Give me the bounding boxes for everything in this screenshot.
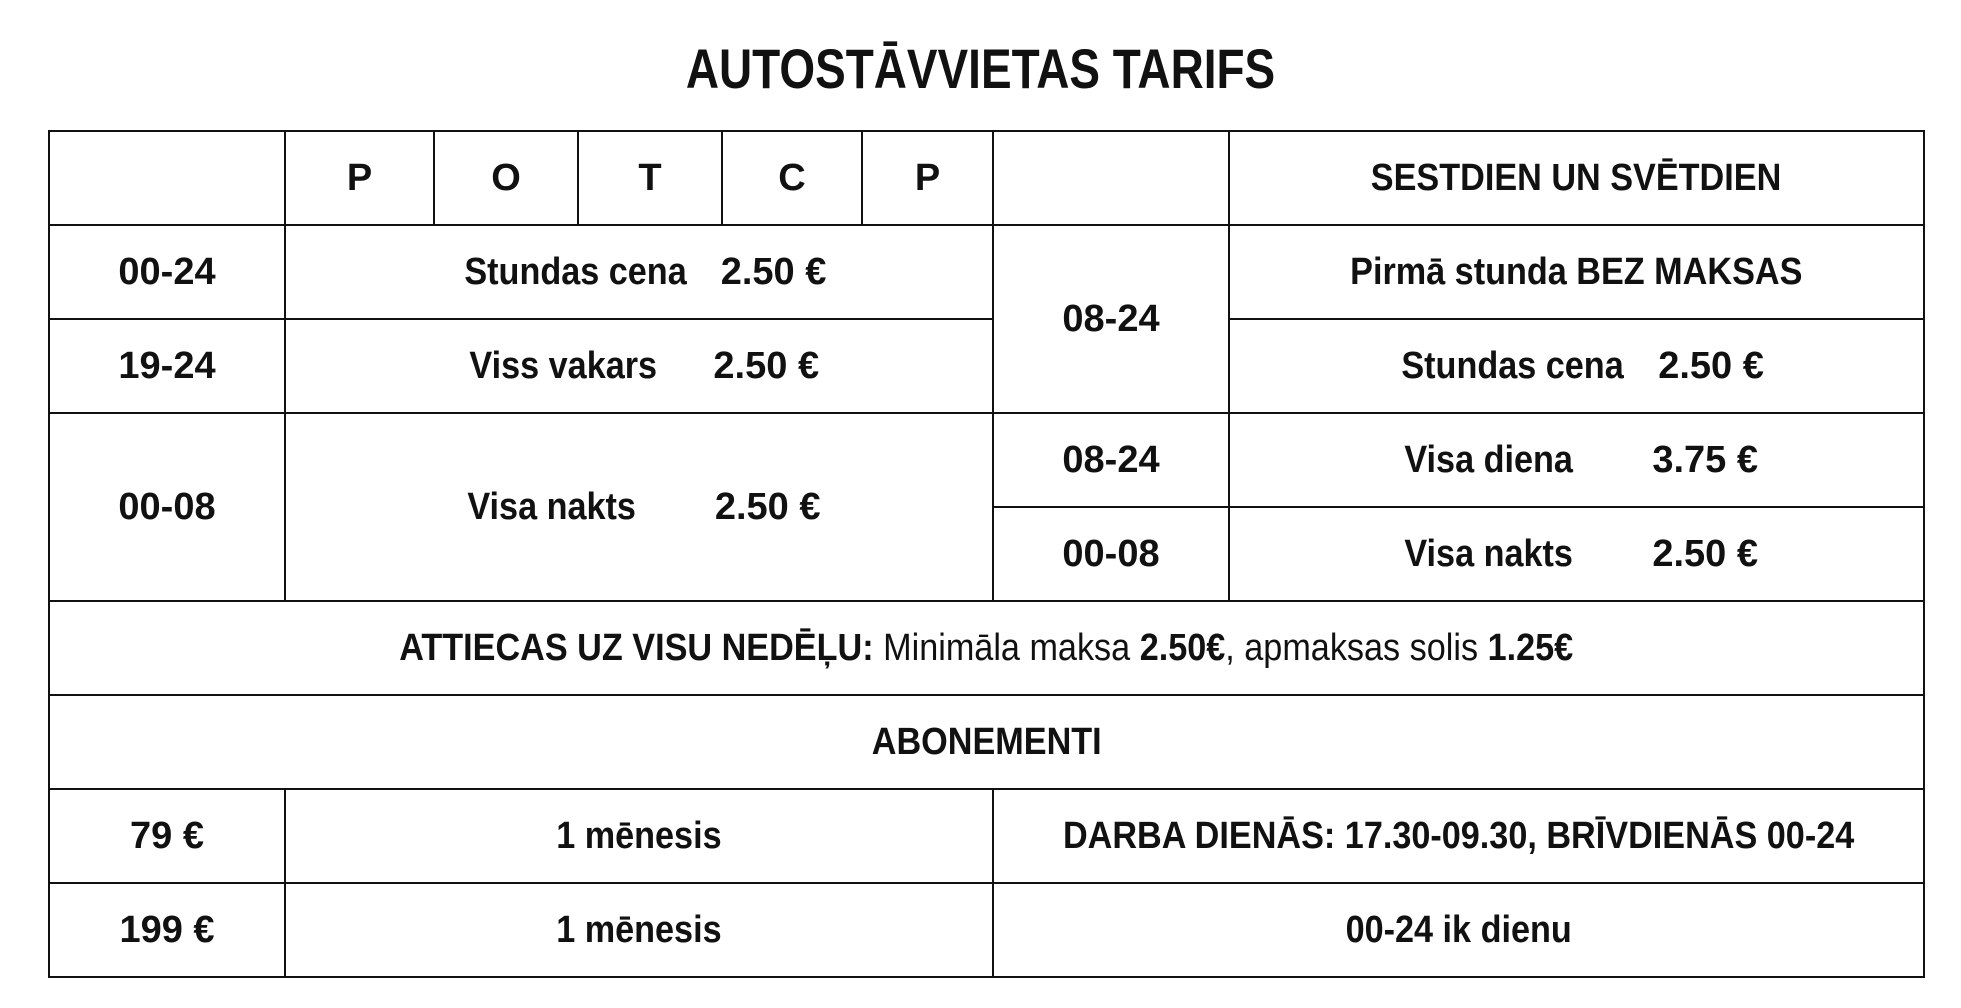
tariff-row [49,225,1924,319]
week-notice-text [400,629,1574,667]
weekday-wednesday: T [578,131,722,225]
weekday-hourly-rate [285,225,993,319]
subscription-schedule [993,789,1924,883]
empty-header-cell [49,131,285,225]
subscription-row [49,789,1924,883]
subscription-period-text: 1 mēnesis [556,909,722,951]
weekday-night-rate [285,413,993,601]
weekend-header [1229,131,1924,225]
tariff-table [48,130,1925,978]
subscriptions-header-text: ABONEMENTI [871,721,1102,763]
notice-step-value: 1.25€ [1487,627,1574,669]
weekend-night-rate [1229,507,1924,601]
weekday-thursday: C [722,131,862,225]
subscription-schedule [993,883,1924,977]
rate-price: 2.50 € [714,486,821,528]
weekday-time-cell: 19-24 [49,319,285,413]
rate-label: Stundas cena [1401,345,1624,387]
weekday-friday: P [862,131,993,225]
rate-label: Stundas cena [463,251,687,293]
subscription-period-text: 1 mēnesis [556,815,722,857]
subscriptions-header [49,695,1924,789]
header-row [49,131,1924,225]
notice-min-value: 2.50€ [1139,627,1226,669]
subscription-schedule-text: 00-24 ik dienu [1345,909,1572,951]
weekend-day-rate [1229,413,1924,507]
subscription-price: 199 € [49,883,285,977]
rate-price: 2.50 € [713,345,820,387]
subscriptions-header-row [49,695,1924,789]
weekend-hourly-rate [1229,319,1924,413]
weekend-header-text: SESTDIEN UN SVĒTDIEN [1371,157,1782,199]
rate-label: Visa diena [1404,439,1573,481]
subscription-row [49,883,1924,977]
subscription-schedule-text: DARBA DIENĀS: 17.30-09.30, BRĪVDIENĀS 00-24 [1062,815,1855,857]
notice-row [49,601,1924,695]
tariff-row [49,413,1924,507]
weekend-day-time: 08-24 [993,413,1229,507]
rate-label: Visa nakts [1404,533,1573,575]
page-title: AUTOSTĀVVIETAS TARIFS [685,37,1276,100]
weekday-monday: P [285,131,434,225]
first-hour-text: Pirmā stunda BEZ MAKSAS [1350,251,1803,293]
tariff-row [49,319,1924,413]
notice-min-label: Minimāla maksa [883,627,1131,669]
rate-price: 2.50 € [1658,345,1764,387]
rate-price: 2.50 € [720,251,827,293]
rate-price: 3.75 € [1652,439,1758,481]
weekend-first-hour-free [1229,225,1924,319]
weekday-tuesday: O [434,131,578,225]
weekday-time-cell: 00-24 [49,225,285,319]
subscription-period [285,883,993,977]
empty-weekend-time-header [993,131,1229,225]
notice-prefix: ATTIECAS UZ VISU NEDĒĻU: [399,627,874,669]
rate-label: Viss vakars [469,345,657,387]
weekend-daytime-time: 08-24 [993,225,1229,413]
weekday-evening-rate [285,319,993,413]
week-notice [49,601,1924,695]
rate-label: Visa nakts [466,486,636,528]
subscription-period [285,789,993,883]
weekday-time-cell: 00-08 [49,413,285,601]
weekend-night-time: 00-08 [993,507,1229,601]
notice-step-label: , apmaksas solis [1225,627,1479,669]
subscription-price: 79 € [49,789,285,883]
rate-price: 2.50 € [1652,533,1758,575]
